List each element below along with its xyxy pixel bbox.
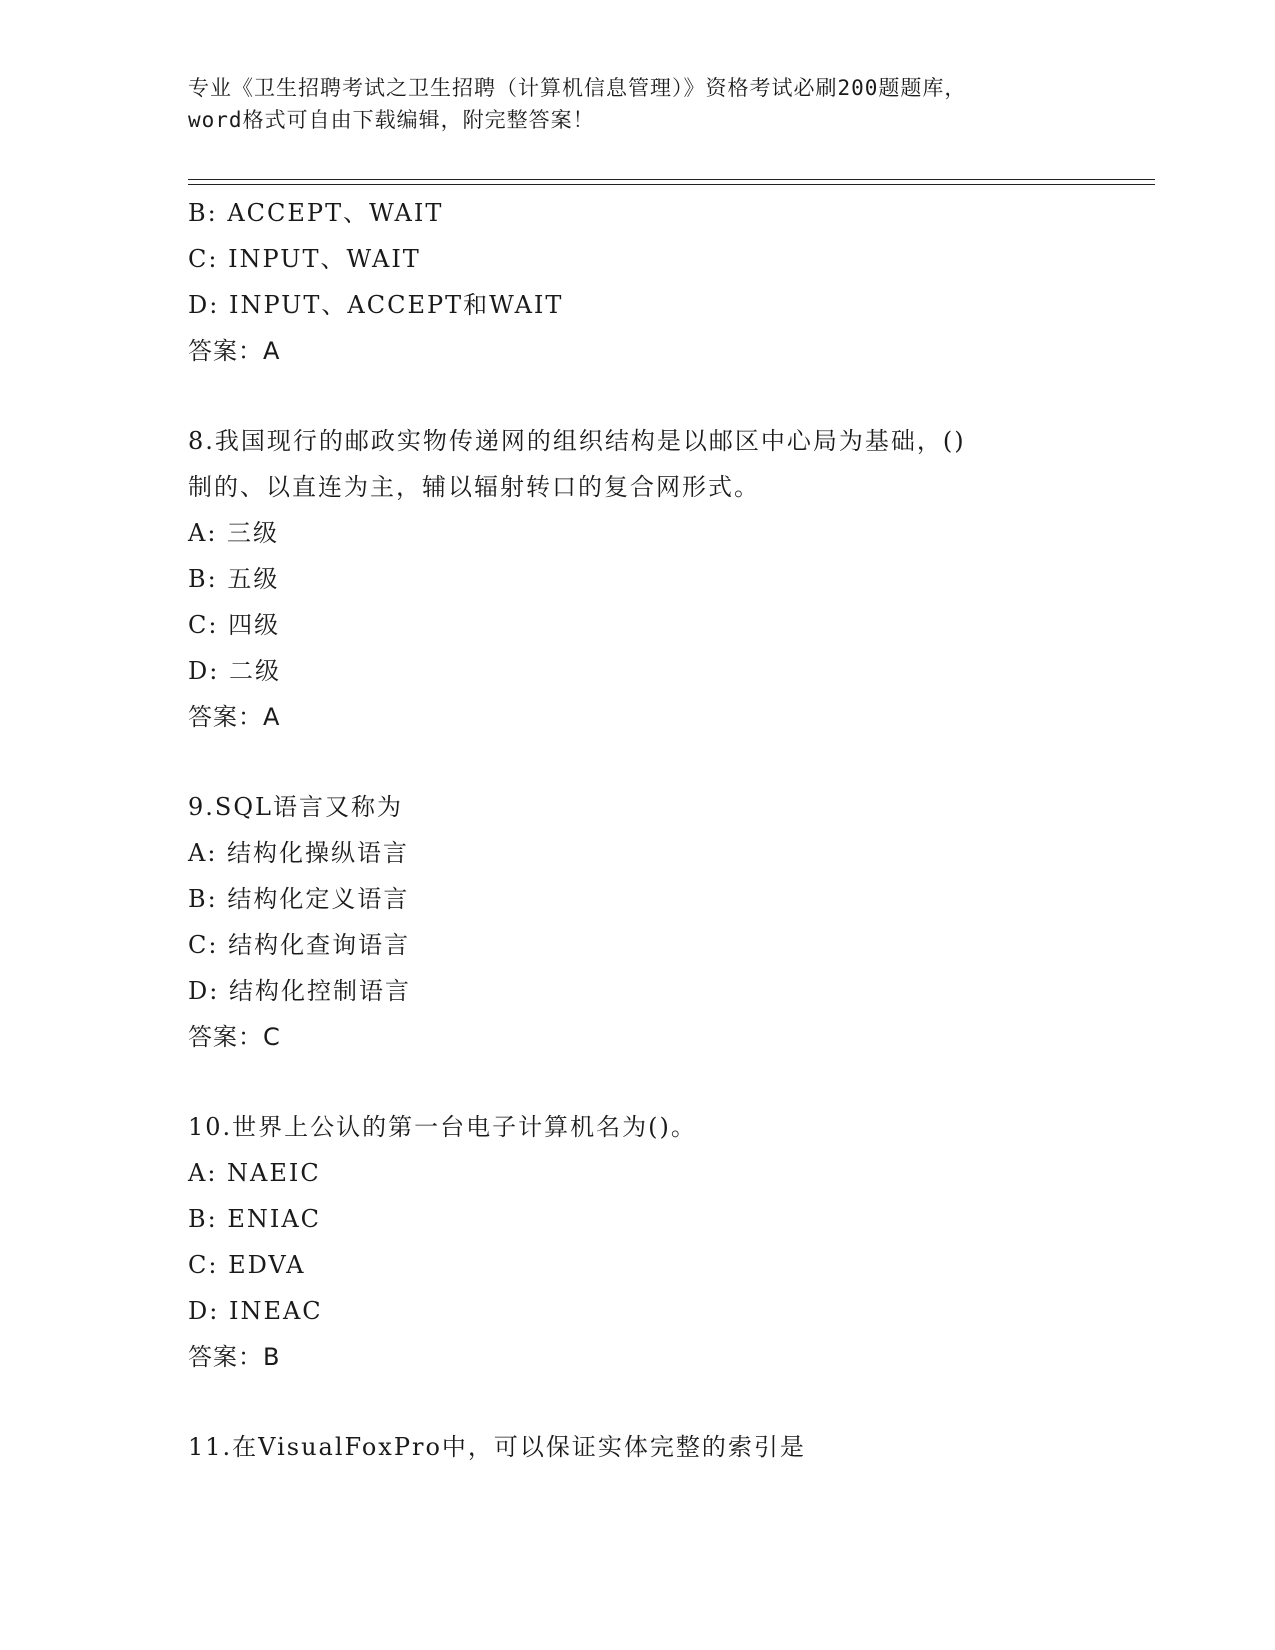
header-title-line-1: 专业《卫生招聘考试之卫生招聘（计算机信息管理）》资格考试必刷200题题库， bbox=[188, 76, 967, 100]
question-7-tail bbox=[188, 190, 1148, 374]
question-list bbox=[188, 190, 1148, 1470]
option-b: B: ENIAC bbox=[188, 1205, 322, 1233]
option-b: B: 五级 bbox=[188, 565, 280, 593]
option-d: D: 结构化控制语言 bbox=[188, 977, 411, 1005]
option-b: B: 结构化定义语言 bbox=[188, 885, 410, 913]
option-d: D: 二级 bbox=[188, 657, 281, 685]
question-spacer bbox=[188, 1380, 1148, 1424]
question-spacer bbox=[188, 374, 1148, 418]
question-8 bbox=[188, 418, 1148, 740]
option-d: D: INEAC bbox=[188, 1297, 323, 1325]
answer-line: 答案：C bbox=[188, 1023, 281, 1051]
question-stem-line-2: 制的、以直连为主，辅以辐射转口的复合网形式。 bbox=[188, 473, 760, 501]
option-a: A: 三级 bbox=[188, 519, 280, 547]
question-9 bbox=[188, 784, 1148, 1060]
option-b: B: ACCEPT、WAIT bbox=[188, 199, 444, 227]
question-stem: 11.在VisualFoxPro中，可以保证实体完整的索引是 bbox=[188, 1433, 806, 1461]
answer-line: 答案：B bbox=[188, 1343, 281, 1371]
option-c: C: INPUT、WAIT bbox=[188, 245, 421, 273]
question-spacer bbox=[188, 740, 1148, 784]
option-c: C: 四级 bbox=[188, 611, 281, 639]
answer-line: 答案：A bbox=[188, 703, 281, 731]
option-c: C: 结构化查询语言 bbox=[188, 931, 411, 959]
document-header bbox=[188, 72, 1088, 136]
question-stem-line-1: 8.我国现行的邮政实物传递网的组织结构是以邮区中心局为基础，() bbox=[188, 427, 966, 455]
option-d: D: INPUT、ACCEPT和WAIT bbox=[188, 291, 564, 319]
option-a: A: NAEIC bbox=[188, 1159, 321, 1187]
header-title-line-2: word格式可自由下载编辑，附完整答案！ bbox=[188, 108, 595, 132]
question-spacer bbox=[188, 1060, 1148, 1104]
question-stem: 9.SQL语言又称为 bbox=[188, 793, 403, 821]
option-c: C: EDVA bbox=[188, 1251, 306, 1279]
header-double-rule bbox=[188, 179, 1155, 185]
answer-line: 答案：A bbox=[188, 337, 281, 365]
question-11 bbox=[188, 1424, 1148, 1470]
option-a: A: 结构化操纵语言 bbox=[188, 839, 410, 867]
question-10 bbox=[188, 1104, 1148, 1380]
question-stem: 10.世界上公认的第一台电子计算机名为()。 bbox=[188, 1113, 697, 1141]
